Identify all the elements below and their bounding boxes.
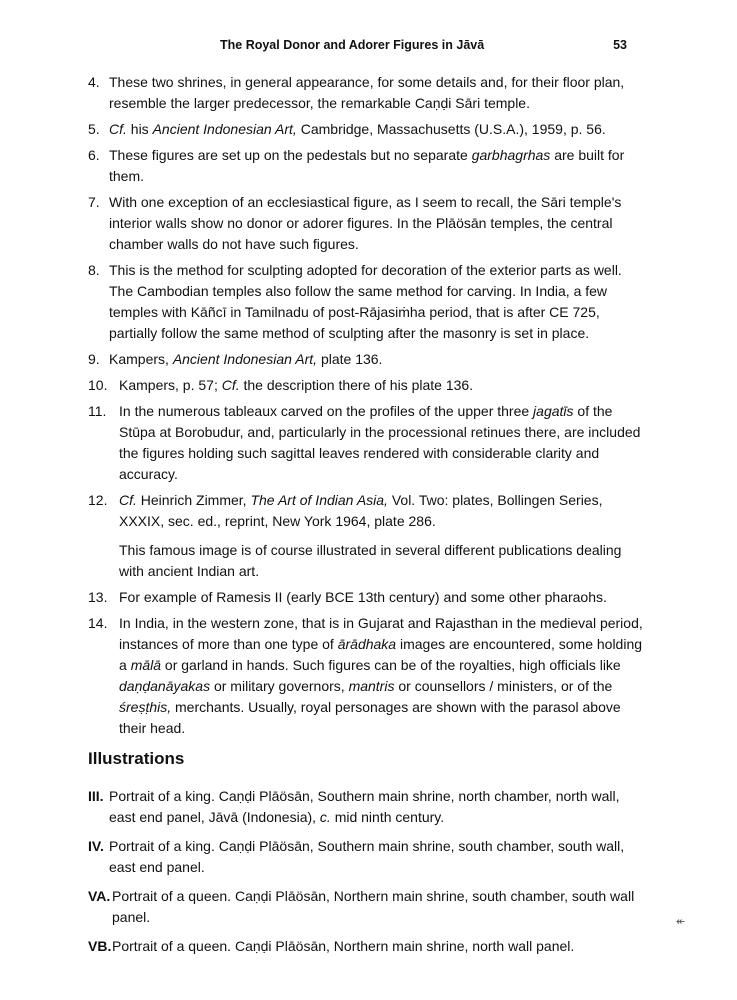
endnote-text: Kampers, Ancient Indonesian Art, plate 136. (109, 351, 383, 367)
endnote-text: For example of Ramesis II (early BCE 13th century) and some other pharaohs. (119, 589, 607, 605)
endnote-12 (88, 490, 644, 582)
endnote-number: 5. (88, 121, 100, 137)
illustrations-list (88, 786, 644, 965)
endnotes-list (88, 72, 644, 744)
endnote-text: In the numerous tableaux carved on the profiles of the upper three jagatīs of the Stūpa at Borobudur, and, particularly in the processional retinues there, are included the figures holding such sagittal leaves rendered with considerable clarity and accuracy. (119, 403, 641, 482)
endnote-number: 7. (88, 194, 100, 210)
illustration-item (88, 886, 644, 928)
endnote-number: 9. (88, 351, 100, 367)
running-title: The Royal Donor and Adorer Figures in Jāvā (220, 38, 485, 52)
endnote-number: 13. (88, 589, 108, 605)
illustration-item (88, 936, 644, 957)
endnote-4 (88, 72, 644, 114)
endnote-text: This is the method for sculpting adopted for decoration of the exterior parts as well. The Cambodian temples also follow the same method for carving. In India, a few temples with Kāñcī in Tamilnadu of post-Rājasiṁha period, that is after CE 725, partially follow the same method of sculpting after the masonry is set in place. (109, 262, 622, 341)
margin-mark: ↞ (676, 916, 686, 928)
illustration-item (88, 786, 644, 828)
illustration-number: VA. (88, 888, 111, 904)
endnote-13 (88, 587, 644, 608)
endnote-text: Kampers, p. 57; Cf. the description there of his plate 136. (119, 377, 474, 393)
endnote-text: Cf. his Ancient Indonesian Art, Cambridge, Massachusetts (U.S.A.), 1959, p. 56. (109, 121, 606, 137)
illustration-item (88, 836, 644, 878)
endnote-9 (88, 349, 644, 370)
endnote-text: Cf. Heinrich Zimmer, The Art of Indian Asia, Vol. Two: plates, Bollingen Series, XXXIX, sec. ed., reprint, New York 1964, plate 286. (119, 492, 603, 529)
illustrations-heading: Illustrations (88, 749, 185, 768)
endnote-number: 10. (88, 377, 108, 393)
endnote-text: These figures are set up on the pedestals but no separate garbhagrhas are built for them. (109, 147, 625, 184)
endnote-number: 4. (88, 74, 100, 90)
illustration-caption: Portrait of a queen. Caṇḍi Plāösān, Northern main shrine, south chamber, south wall panel. (112, 888, 635, 925)
illustration-number: VB. (88, 938, 112, 954)
illustration-number: III. (88, 788, 104, 804)
endnote-number: 12. (88, 492, 108, 508)
running-head (0, 35, 737, 57)
endnote-number: 11. (88, 403, 107, 419)
illustration-number: IV. (88, 838, 104, 854)
endnote-number: 6. (88, 147, 100, 163)
endnote-10 (88, 375, 644, 396)
endnote-text: In India, in the western zone, that is in Gujarat and Rajasthan in the medieval period, instances of more than one type of ārādhaka images are encountered, some holding a mālā or garland in hands. Such figures can be of the royalties, high officials like daṇḍanāyakas or military governors, mantris or counsellors / ministers, or of the śreṣṭhis, merchants. Usually, royal personages are shown with the parasol above their head. (119, 615, 643, 736)
page-number: 53 (613, 38, 627, 52)
endnote-5 (88, 119, 644, 140)
illustration-caption: Portrait of a king. Caṇḍi Plāösān, Southern main shrine, south chamber, south wall, east end panel. (109, 838, 625, 875)
endnote-7 (88, 192, 644, 255)
endnote-text: With one exception of an ecclesiastical figure, as I seem to recall, the Sāri temple's interior walls show no donor or adorer figures. In the Plāösān temples, the central chamber walls do not have such figures. (109, 194, 622, 252)
endnote-11 (88, 401, 644, 485)
endnote-6 (88, 145, 644, 187)
endnote-number: 8. (88, 262, 100, 278)
endnote-number: 14. (88, 615, 108, 631)
endnote-8 (88, 260, 644, 344)
illustration-caption: Portrait of a king. Caṇḍi Plāösān, Southern main shrine, north chamber, north wall, east end panel, Jāvā (Indonesia), c. mid ninth century. (109, 788, 620, 825)
endnote-text: These two shrines, in general appearance, for some details and, for their floor plan, resemble the larger predecessor, the remarkable Caṇḍi Sāri temple. (109, 74, 625, 111)
endnote-14 (88, 613, 644, 739)
illustration-caption: Portrait of a queen. Caṇḍi Plāösān, Northern main shrine, north wall panel. (112, 938, 575, 954)
endnote-continuation: This famous image is of course illustrated in several different publications dealing with ancient Indian art. (119, 542, 622, 579)
